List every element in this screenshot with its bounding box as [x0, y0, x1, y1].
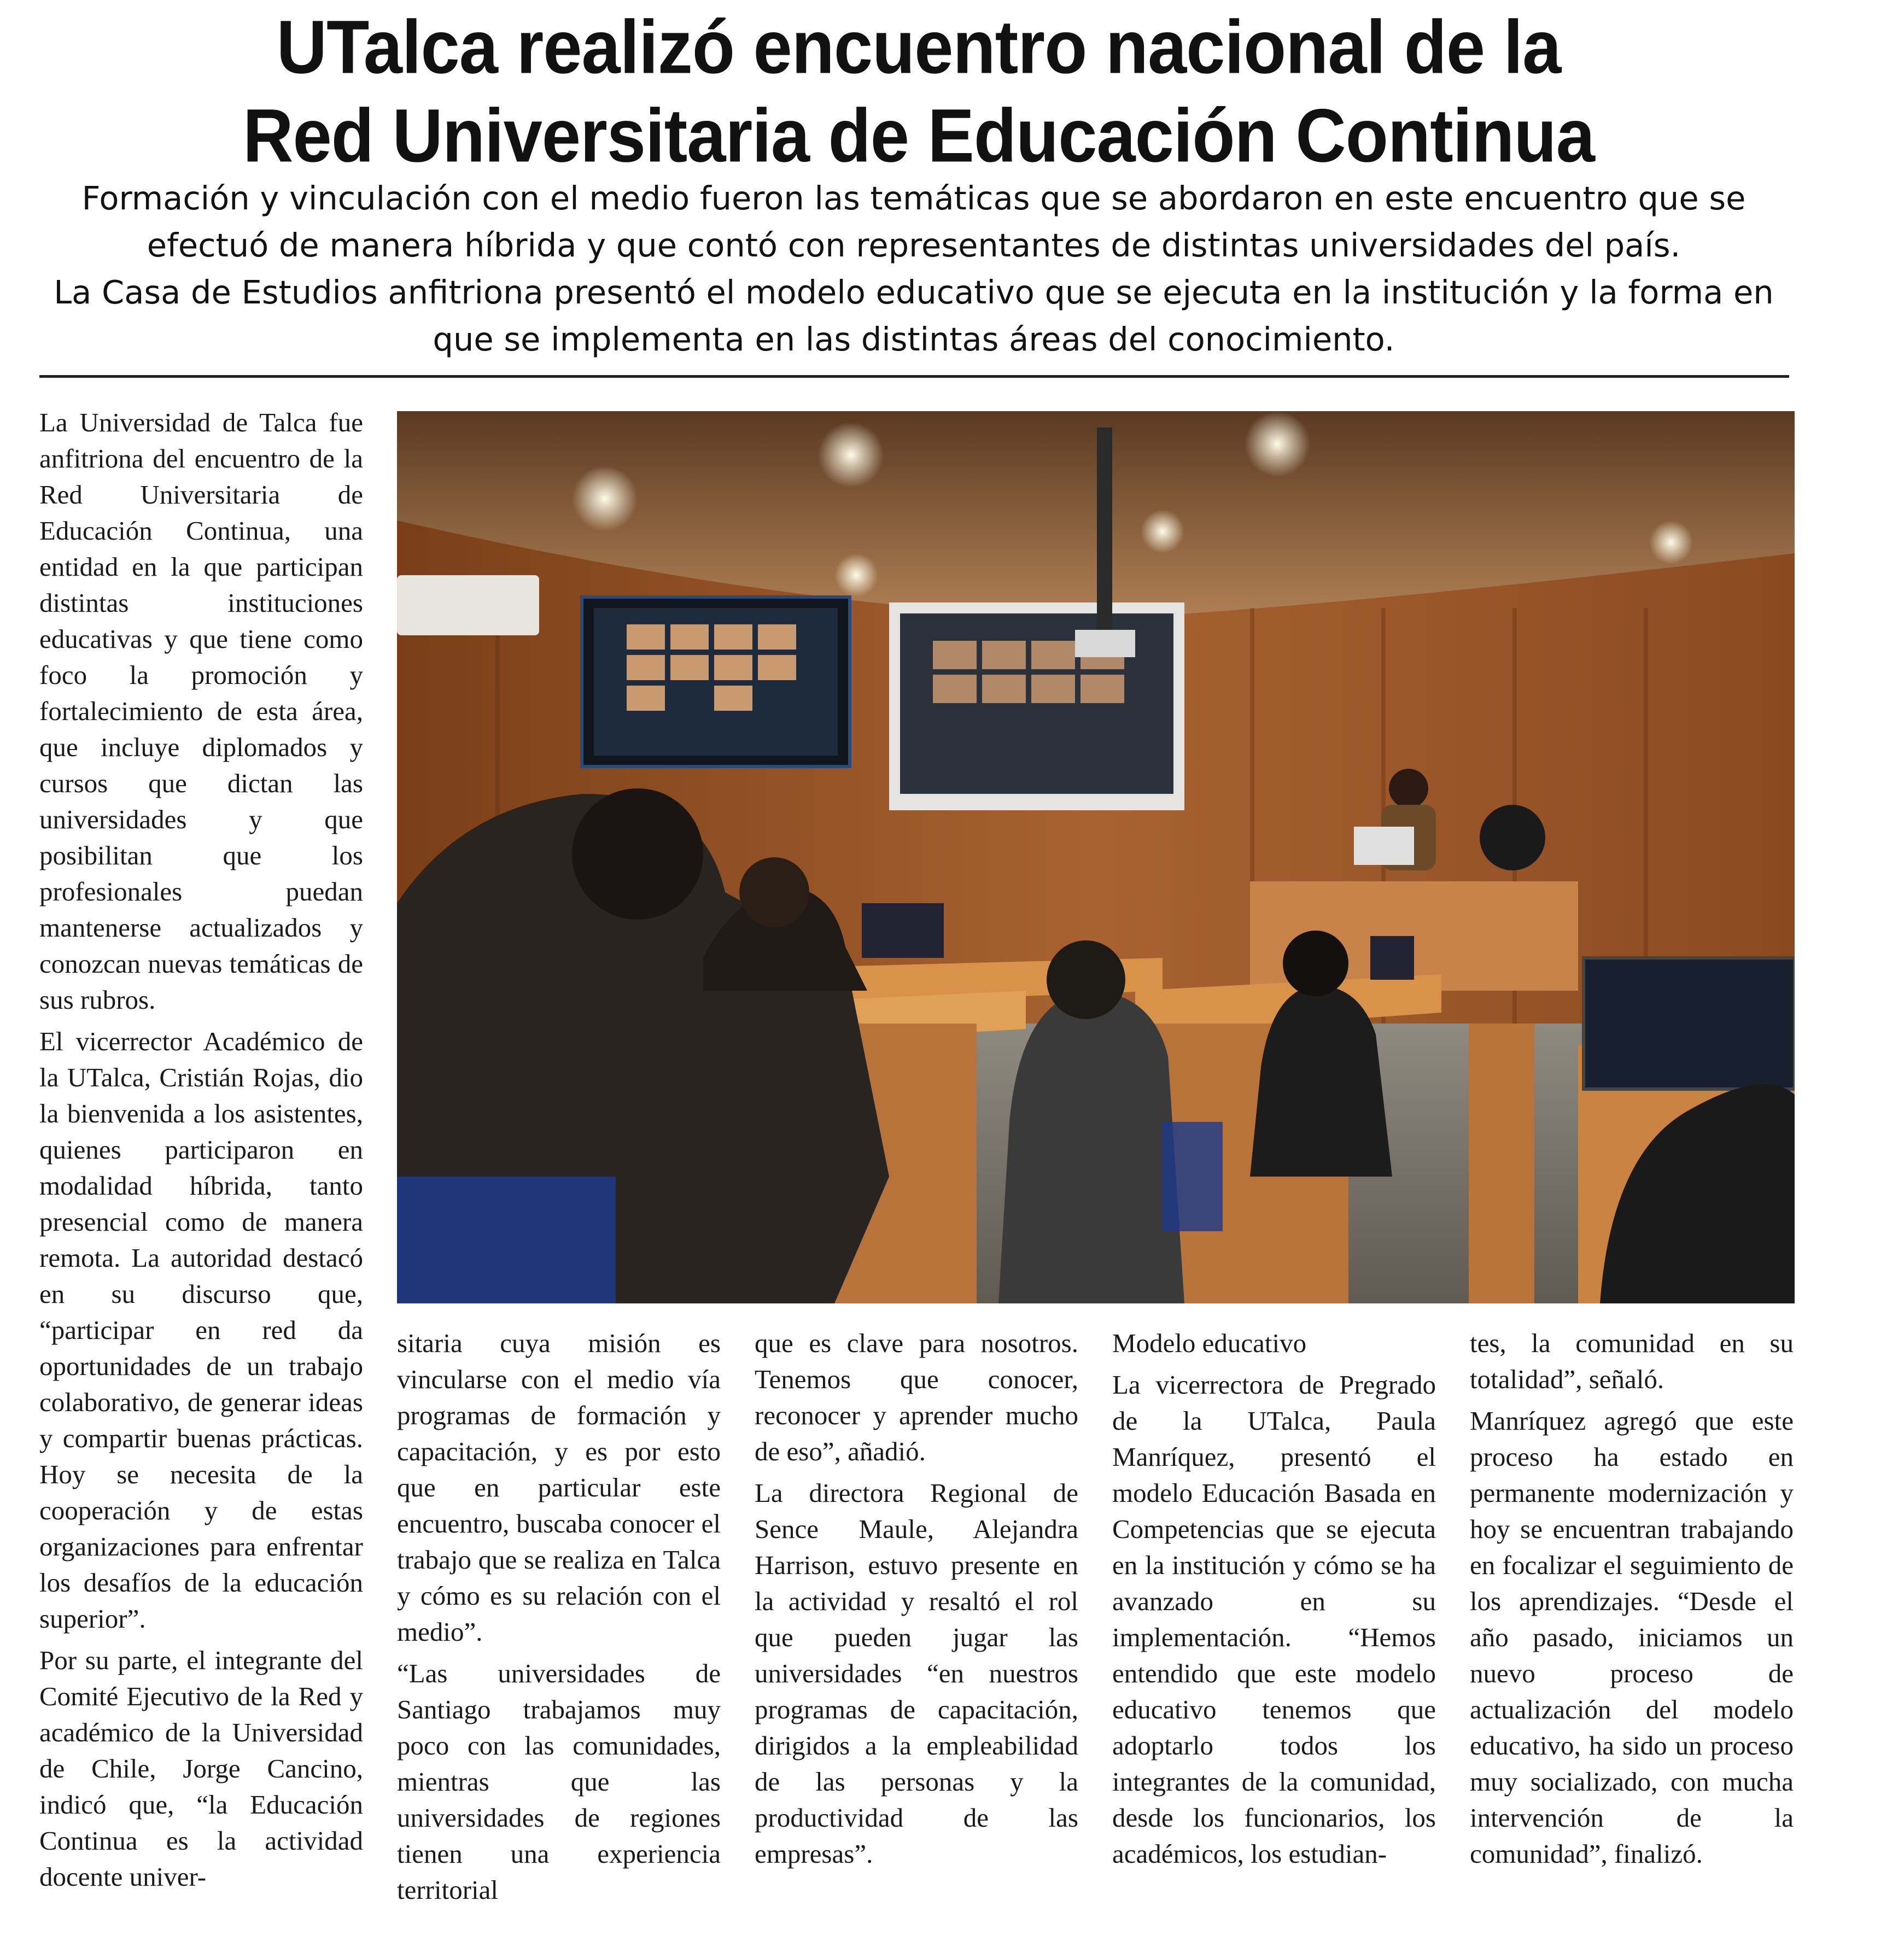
body-paragraph: Manríquez agregó que este proceso ha estado en permanente modernización y hoy se encuentran trabajando en focalizar el seguimiento de los aprendizajes. “Desde el año pasado, iniciamos un nuevo proceso de actualización del modelo educativo, ha sido un proceso muy socializado, con mucha intervención de la comunidad”, finalizó.: [1470, 1406, 1794, 1869]
headline: [0, 3, 1837, 180]
body-paragraph: La directora Regional de Sence Maule, Alejandra Harrison, estuvo presente en la actividad y resaltó el rol que pueden jugar las universidades “en nuestros programas de capacitación, dirigidos a la empleabilidad de las personas y la productividad de las empresas”.: [755, 1478, 1078, 1869]
headline-line-2: Red Universitaria de Educación Continua: [243, 93, 1595, 178]
column-4: [1112, 1325, 1436, 1877]
article-photo: [397, 411, 1795, 1303]
body-paragraph: La vicerrectora de Pregrado de la UTalca, Paula Manríquez, presentó el modelo Educación Basada en Competencias que se ejecuta en la institución y cómo se ha avanzado en su implementación. “Hemos entendido que este modelo educativo tenemos que adoptarlo todos los integrantes de la comunidad, desde los funcionarios, los académicos, los estudian-: [1112, 1370, 1436, 1869]
body-paragraph: La Universidad de Talca fue anfitriona del encuentro de la Red Universitaria de Educación Continua, una entidad en la que participan distintas instituciones educativas y que tiene como foco la promoción y fortalecimiento de esta área, que incluye diplomados y cursos que dictan las universidades y que posibilitan que los profesionales puedan mantenerse actualizados y conozcan nuevas temáticas de sus rubros.: [39, 407, 363, 1015]
divider-rule: [39, 375, 1789, 378]
headline-line-1: UTalca realizó encuentro nacional de la: [276, 5, 1561, 90]
classroom-photo-illustration: [397, 411, 1795, 1303]
section-subhead: Modelo educativo: [1112, 1328, 1307, 1358]
column-1: [39, 405, 363, 1900]
deck-paragraph-1: Formación y vinculación con el medio fueron las temáticas que se abordaron en este encuentro que se efectuó de manera híbrida y que contó con representantes de distintas universidades del país.: [81, 179, 1746, 264]
body-paragraph: sitaria cuya misión es vincularse con el medio vía programas de formación y capacitación, y es por esto que en particular este encuentro, buscaba conocer el trabajo que se realiza en Talca y cómo es su relación con el medio”.: [397, 1328, 721, 1647]
body-paragraph: tes, la comunidad en su totalidad”, señaló.: [1470, 1328, 1794, 1394]
body-paragraph: El vicerrector Académico de la UTalca, Cristián Rojas, dio la bienvenida a los asistentes, quienes participaron en modalidad híbrida, tanto presencial como de manera remota. La autoridad destacó en su discurso que, “participar en red da oportunidades de un trabajo colaborativo, de generar ideas y compartir buenas prácticas. Hoy se necesita de la cooperación y de estas organizaciones para enfrentar los desafíos de la educación superior”.: [39, 1026, 363, 1634]
body-paragraph: que es clave para nosotros. Tenemos que conocer, reconocer y aprender mucho de eso”, añadió.: [755, 1328, 1078, 1466]
body-paragraph: “Las universidades de Santiago trabajamos muy poco con las comunidades, mientras que las universidades de regiones tienen una experiencia territorial: [397, 1658, 721, 1905]
deck-paragraph-2: La Casa de Estudios anfitriona presentó el modelo educativo que se ejecuta en la institución y la forma en que se implementa en las distintas áreas del conocimiento.: [54, 273, 1774, 358]
body-paragraph: Por su parte, el integrante del Comité Ejecutivo de la Red y académico de la Universidad de Chile, Jorge Cancino, indicó que, “la Educación Continua es la actividad docente univer-: [39, 1645, 363, 1892]
deck: [36, 175, 1791, 363]
column-3: [755, 1325, 1078, 1877]
column-5: [1470, 1325, 1794, 1877]
column-2: [397, 1325, 721, 1914]
